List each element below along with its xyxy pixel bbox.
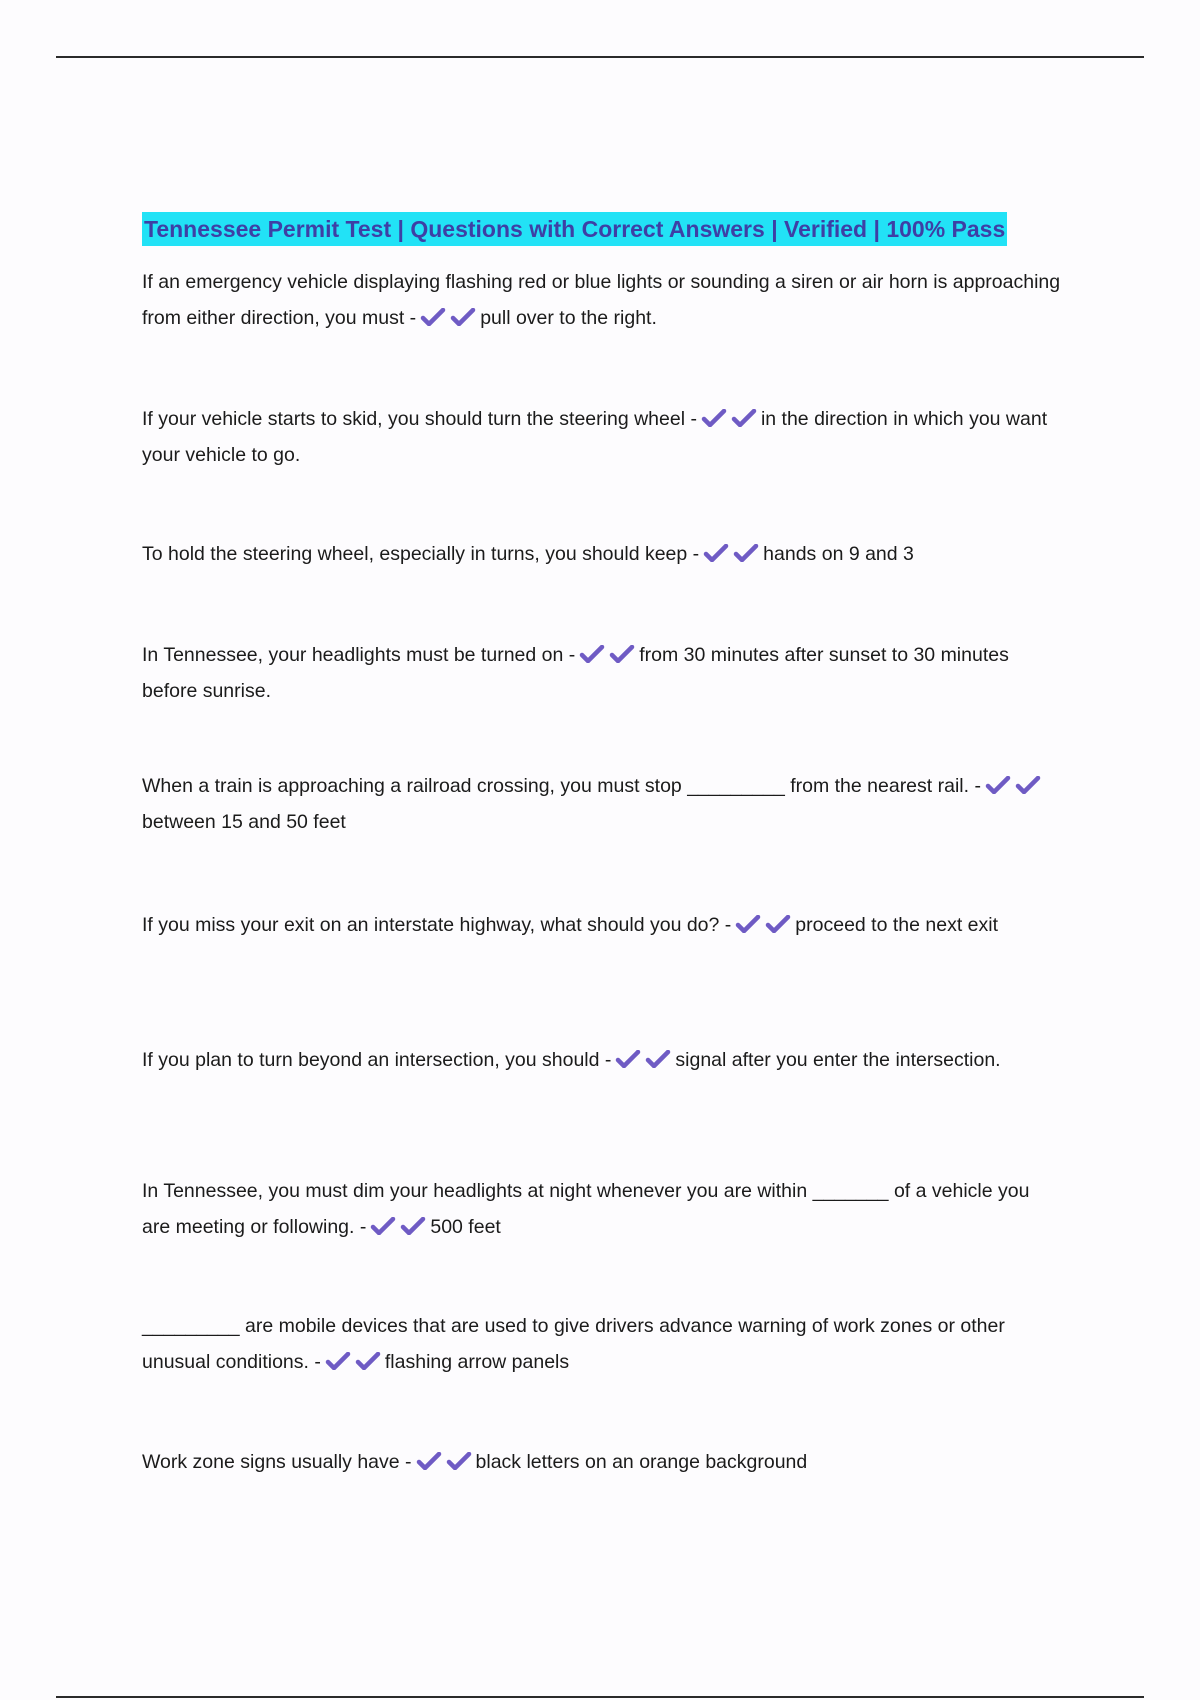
- checkmark-icon: [735, 915, 761, 933]
- qa-item: [142, 1444, 1062, 1480]
- title-wrap: [142, 212, 1062, 246]
- qa-item: [142, 536, 1062, 572]
- question-text: _________ are mobile devices that are used to give drivers advance warning of work zones or other unusual conditions. -: [142, 1315, 1005, 1373]
- qa-item: [142, 768, 1062, 840]
- top-rule: [56, 56, 1144, 58]
- qa-item: [142, 264, 1062, 336]
- checkmark-icon: [701, 409, 727, 427]
- answer-text: from 30 minutes after sunset to 30 minutes before sunrise.: [142, 644, 1009, 702]
- qa-item: [142, 907, 1062, 943]
- checkmark-icon: [765, 915, 791, 933]
- checkmark-icon: [450, 308, 476, 326]
- question-text: To hold the steering wheel, especially in turns, you should keep -: [142, 543, 700, 565]
- checkmark-icon: [370, 1217, 396, 1235]
- qa-item: [142, 1042, 1062, 1078]
- checkmark-icon: [731, 409, 757, 427]
- qa-item: [142, 1308, 1062, 1380]
- checkmark-icon: [325, 1352, 351, 1370]
- checkmark-icon: [609, 645, 635, 663]
- question-text: If you miss your exit on an interstate highway, what should you do? -: [142, 914, 732, 936]
- checkmark-icon: [615, 1050, 641, 1068]
- question-text: Work zone signs usually have -: [142, 1451, 412, 1473]
- checkmark-icon: [985, 776, 1011, 794]
- bottom-rule: [56, 1696, 1144, 1698]
- question-text: In Tennessee, you must dim your headlights at night whenever you are within _______ of a vehicle you are meeting or following. -: [142, 1180, 1030, 1238]
- qa-item: [142, 637, 1062, 709]
- question-text: If you plan to turn beyond an intersection, you should -: [142, 1049, 612, 1071]
- checkmark-icon: [1015, 776, 1041, 794]
- answer-text: black letters on an orange background: [475, 1451, 808, 1473]
- checkmark-icon: [400, 1217, 426, 1235]
- checkmark-icon: [645, 1050, 671, 1068]
- checkmark-icon: [355, 1352, 381, 1370]
- answer-text: signal after you enter the intersection.: [675, 1049, 1001, 1071]
- qa-item: [142, 401, 1062, 473]
- document-title: Tennessee Permit Test | Questions with Correct Answers | Verified | 100% Pass: [142, 212, 1007, 246]
- question-text: When a train is approaching a railroad crossing, you must stop _________ from the nearest rail. -: [142, 775, 981, 797]
- checkmark-icon: [420, 308, 446, 326]
- checkmark-icon: [733, 544, 759, 562]
- answer-text: 500 feet: [430, 1216, 501, 1238]
- answer-text: proceed to the next exit: [795, 914, 999, 936]
- document-body: [142, 212, 1062, 1473]
- question-text: If your vehicle starts to skid, you should turn the steering wheel -: [142, 408, 697, 430]
- checkmark-icon: [703, 544, 729, 562]
- answer-text: flashing arrow panels: [384, 1351, 570, 1373]
- qa-item: [142, 1173, 1062, 1245]
- checkmark-icon: [579, 645, 605, 663]
- answer-text: between 15 and 50 feet: [142, 811, 346, 833]
- answer-text: hands on 9 and 3: [763, 543, 914, 565]
- checkmark-icon: [446, 1452, 472, 1470]
- answer-text: pull over to the right.: [480, 307, 657, 329]
- question-text: If an emergency vehicle displaying flashing red or blue lights or sounding a siren or air horn is approaching from either direction, you must -: [142, 271, 1061, 329]
- checkmark-icon: [416, 1452, 442, 1470]
- answer-text: in the direction in which you want your vehicle to go.: [142, 408, 1048, 466]
- question-text: In Tennessee, your headlights must be turned on -: [142, 644, 576, 666]
